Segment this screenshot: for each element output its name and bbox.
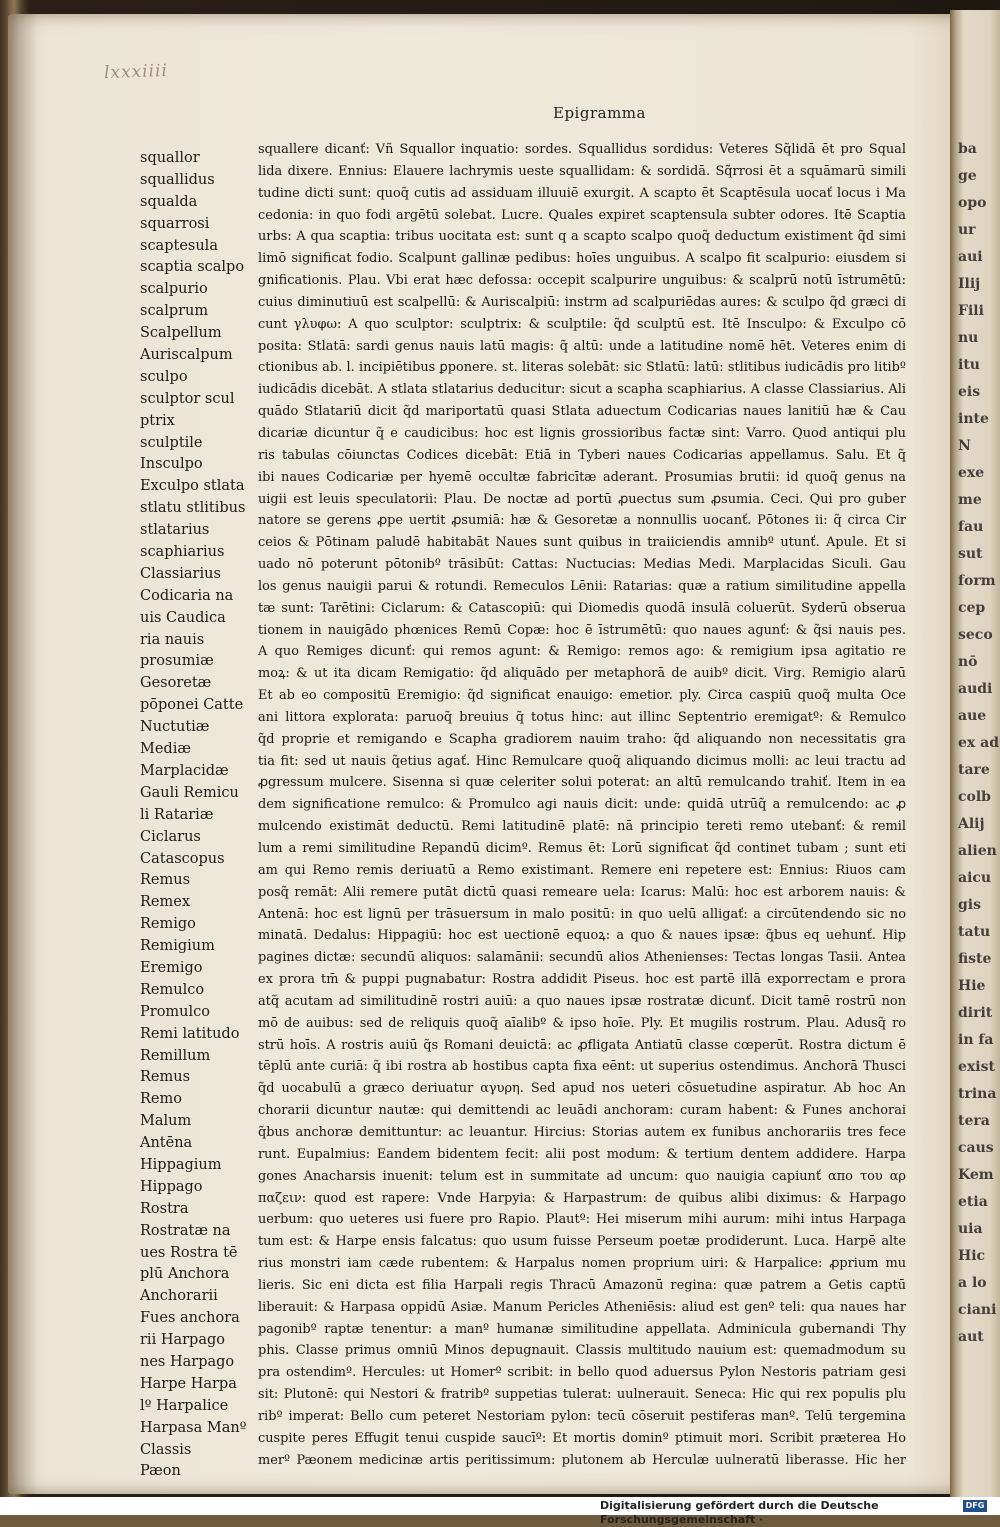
text-line: uado nō poterunt pōtonibº trāsibūt: Cattas: Nuctucias: Medias Medi. Marplacidas Siculi. Gau (258, 557, 906, 573)
facing-fragment: nu (958, 330, 979, 346)
dfg-logo: DFG (963, 1500, 987, 1512)
text-line: pagonibº raptæ tenentur: a manº humanæ similitudine appellata. Adminicula gubernandi Thy (258, 1321, 906, 1337)
facing-fragment: uia (958, 1221, 983, 1237)
facing-fragment: ur (958, 222, 976, 238)
margin-note: plū Anchora (140, 1266, 230, 1283)
text-line: lum a remi similitudine Repandū dicimº. Remus ēt: Lorū significat q̃d continet tubam ; sunt eti (258, 841, 906, 856)
text-line: cunt γλυφω: A quo sculptor: sculptrix: & sculptile: q̃d sculptū est. Itē Insculpo: & Exculpo cō (258, 316, 906, 332)
text-line: dem significatione remulco: & Promulco agi nauis dicit: unde: quidā utrūq̃ a remulcendo: ac ꝓ (258, 797, 906, 813)
facing-fragment: sut (958, 546, 983, 562)
text-line: q̃bus anchoræ demittuntur: ac leuantur. Hircius: Storias autem ex funibus anchorariis tres fece (258, 1124, 906, 1140)
facing-fragment: Alij (958, 816, 985, 832)
margin-note: li Ratariæ (140, 806, 214, 823)
text-line: παζειν: quod est rapere: Vnde Harpyia: & Harpastrum: de quibus alibi diximus: & Harpago (258, 1190, 906, 1206)
text-line: q̃d proprie et remigando e Scapha gradiorem nauim traho: q̃d aliquando non necessitatis gra (258, 731, 906, 747)
margin-note: squalda (140, 193, 198, 210)
margin-note: pōponei Catte (140, 697, 244, 714)
margin-note: Remus (140, 1069, 191, 1086)
facing-fragment: aui (958, 249, 983, 265)
text-line: cuius diminutiuū est scalpellū: & Auriscalpiū: instrm ad scalpuriēdas aures: & sculpo q̃d græci di (258, 294, 906, 310)
text-line: pagines dictæ: secundū aliquos: salamānii: secundū alios Athenienses: Tectas longas Tasii. Antea (258, 950, 906, 966)
text-line: chorarii dicuntur nautæ: qui demittendi ac leuādi anchoram: curam habent: & Funes anchorai (258, 1103, 906, 1119)
margin-note: ues Rostra tē (140, 1244, 238, 1261)
folio-mark: lxxxiiii (103, 60, 169, 84)
margin-note: scaptia scalpo (140, 259, 245, 276)
text-line: cedonia: in quo fodi argētū solebat. Lucre. Quales expiret scaptensula subter odores. Itē Scaptia (258, 207, 906, 223)
margin-note: Promulco (140, 1003, 210, 1020)
facing-fragment: ba (958, 141, 977, 157)
text-line: pra ostendimº. Hercules: ut Homerº scribit: in bello quod aduersus Pylon Nestoris patriam gesi (258, 1365, 906, 1381)
text-line: uerbum: quo ueteres usi fuere pro Rapio. Plautº: Hei miserum mihi aurum: mihi intus Harpaga (258, 1212, 906, 1228)
text-line: q̃d uocabulū a græco deriuatur αγυρη. Sed apud nos ueteri cōsuetudine aspiratur. Ab hoc An (258, 1081, 906, 1097)
margin-note: nes Harpago (140, 1353, 235, 1370)
margin-note: Antēna (140, 1135, 193, 1152)
margin-note: Scalpellum (140, 325, 222, 342)
facing-page-fragments (958, 140, 1000, 1355)
margin-note: Classis (140, 1441, 192, 1458)
text-line: lieris. Sic eni dicta est filia Harpali regis Thracū Amazonū regina: quæ patrem a Getis captū (258, 1277, 906, 1293)
facing-fragment: aut (958, 1329, 984, 1345)
margin-note: Gesoretæ (140, 675, 212, 692)
facing-fragment: opo (958, 195, 987, 211)
facing-fragment: ciani (958, 1302, 997, 1318)
margin-note: Remulco (140, 981, 205, 998)
margin-note: Pæon (140, 1463, 181, 1480)
margin-note: Harpe Harpa (140, 1375, 237, 1392)
margin-note: Remi latitudo (140, 1025, 240, 1042)
text-line: posita: Stlatā: sardi genus nauis latū magis: q̃ altū: unde a latitudine nomē hēt. Veteres enim di (258, 338, 906, 354)
margin-note: Insculpo (140, 456, 203, 473)
facing-fragment: Kem (958, 1167, 994, 1183)
text-line: liberauit: & Harpasa oppidū Asiæ. Manum Pericles Atheniēsis: aliud est genº teli: qua naues har (258, 1299, 906, 1315)
margin-note: scaptesula (140, 237, 218, 254)
margin-note: Marplacidæ (140, 762, 229, 779)
facing-fragment: audi (958, 681, 993, 697)
text-line: tēplū ante curiā: q̃ ibi rostra ab hostibus capta fixa eēnt: ut superius ostendimus. Anchorā Thusci (258, 1059, 906, 1075)
text-line: lida dixere. Ennius: Elauere lachrymis ueste squallidam: & sordidā. Sq̃rrosi ēt a squāmarū simili (258, 163, 906, 179)
text-line: ani littora explorata: paruoq̃ breuius q̃ totus hinc: aut illinc Septentrio eremigatº: & Remulco (258, 709, 906, 725)
margin-note: prosumiæ (140, 653, 214, 670)
margin-note: Gauli Remicu (140, 784, 239, 801)
facing-fragment: me (958, 492, 982, 508)
margin-note: Remigium (140, 938, 215, 955)
margin-note: squarrosi (140, 215, 210, 232)
facing-fragment: aue (958, 708, 987, 724)
text-line: merº Pæonem medicinæ artis peritissimum: plutonem ab Herculæ uulneratū liberasse. Hic her (258, 1452, 906, 1468)
margin-note: Nuctutiæ (140, 719, 210, 736)
text-line: los genus nauigii parui & rotundi. Remeculos Lēnii: Ratarias: quæ a ratium similitudine appella (258, 578, 906, 594)
text-line: tia fit: sed ut nauis q̃etius agať. Hinc Remulcare quoq̃ aliquando dicimus molli: ac leui tractu ad (258, 753, 906, 769)
text-line: ctionibus ab. l. incipiētibus ꝑponere. st. literas solebāt: sic Stlatū: latū: stlitibus iudicādis pro litibº (258, 360, 906, 376)
margin-note: Remillum (140, 1047, 211, 1064)
text-line: A quo Remiges dicunť: qui remos agunt: & Remigo: remos ago: & remigium ipsa agitatio re (258, 644, 906, 660)
text-line: minatā. Dedalus: Hippagiū: hoc est uectionē equoꝝ: a quo & naues ipsæ: q̃bus eq uehunť. Hip (258, 928, 906, 944)
margin-note: sculptile (140, 434, 203, 451)
facing-fragment: eis (958, 384, 981, 400)
text-line: urbs: A qua scaptia: tribus uocitata est: sunt q a scapto scalpo quoq̃ deductum existiment q̃d simi (258, 229, 906, 245)
text-line: ris tabulas cōiunctas Codices dicebāt: Etiā in Tyberi naues Codicarias appellamus. Salu. Et q̃ (258, 447, 906, 463)
text-line: posq̃ remāt: Alii remere putāt dictū quasi remeare uela: Icarus: Malū: hoc est arborem nauis: & (258, 884, 906, 900)
margin-note: rii Harpago (140, 1332, 225, 1349)
facing-fragment: Ilij (958, 276, 981, 292)
facing-fragment: exist (958, 1059, 995, 1075)
facing-fragment: tera (958, 1113, 990, 1129)
facing-fragment: tatu (958, 924, 991, 940)
margin-note: Catascopus (140, 850, 225, 867)
facing-fragment: etia (958, 1194, 988, 1210)
margin-note: Fues anchora (140, 1310, 240, 1327)
margin-note: Harpasa Manº (140, 1419, 247, 1436)
margin-note: sculpo (140, 368, 188, 385)
facing-fragment: colb (958, 789, 991, 805)
text-line: ceios & Pōtinam paludē habitabāt Naues sunt quibus in traiiciendis amnibº utunť. Apule. Et si (258, 535, 906, 551)
gutter-shadow (8, 14, 38, 1494)
text-line: squallere dicanť: Vñ Squallor inquatio: sordes. Squallidus sordidus: Veteres Sq̃lidā ēt pro Squal (258, 142, 906, 157)
footer-bar (0, 1497, 1000, 1526)
text-line: limō significat fodio. Scalpunt gallinæ pedibus: hoīes unguibus. A scalpo fit scalpurio: eiusdem si (258, 251, 906, 267)
margin-note: scalpurio (140, 281, 208, 298)
margin-note: sculptor scul (140, 390, 235, 407)
facing-fragment: ge (958, 168, 977, 184)
margin-note: Eremigo (140, 959, 203, 976)
margin-note: squallidus (140, 171, 215, 188)
facing-fragment: cep (958, 600, 986, 616)
margin-note: Codicaria na (140, 587, 234, 604)
footer-credit: Digitalisierung gefördert durch die Deutsche Forschungsgemeinschaft · (600, 1499, 879, 1526)
margin-note: lº Harpalice (140, 1397, 229, 1414)
text-line: uigii est leuis speculatorii: Plau. De noctæ ad portū ꝓuectus sum ꝓsumia. Ceci. Qui pro guber (258, 491, 906, 507)
facing-fragment: alien (958, 843, 997, 859)
facing-fragment: a lo (958, 1275, 987, 1291)
margin-note: stlatu stlitibus (140, 500, 246, 517)
text-line: Antenā: hoc est lignū per trāsuersum in malo positū: in quo uelū alligať: a circūtendendo sic no (258, 906, 906, 922)
margin-note: Malum (140, 1113, 192, 1130)
facing-fragment: seco (958, 627, 993, 643)
facing-fragment: in fa (958, 1032, 994, 1048)
margin-note: Remigo (140, 916, 196, 933)
facing-fragment: gis (958, 897, 981, 913)
text-line: mō de auibus: sed de reliquis quoq̃ aīalibº & ipso hoīe. Ply. Et mugilis rostrum. Plau. Adusq̃ ro (258, 1015, 906, 1031)
text-line: cuspite peres Effugit tenui cuspide saucīº: Et mortis dominº ptimuit mori. Scribit præterea Ho (258, 1430, 906, 1446)
facing-fragment: Hie (958, 978, 986, 994)
margin-note: Exculpo stlata (140, 478, 245, 495)
facing-fragment: tare (958, 762, 990, 778)
text-line: ꝓgressum mulcere. Sisenna si quæ celeriter solui poterat: an altū remulcando trahiť. Item in ea (258, 775, 906, 791)
margin-note: Hippagium (140, 1156, 222, 1173)
facing-fragment: fiste (958, 951, 992, 967)
text-line: tæ sunt: Tarētini: Ciclarum: & Catascopiū: qui Diomedis quodā insulā coluerūt. Syderū obserua (258, 600, 906, 616)
margin-note: Remus (140, 872, 191, 889)
facing-page-edge (950, 10, 1000, 1500)
margin-note: scaphiarius (140, 544, 225, 561)
margin-note: Remo (140, 1091, 182, 1108)
text-line: natore se gerens ꝓpe uertit ꝓsumiā: hæ & Gesoretæ a nonnullis uocanť. Pōtones ii: q̃ circa Cir (258, 513, 906, 529)
text-line: quādo Stlatariū dicit q̃d mariportatū quasi Stlata aduectum Codicarias naues lanitiū hæ & Cau (258, 404, 906, 420)
margin-note: Ciclarus (140, 828, 201, 845)
margin-note: Anchorarii (140, 1288, 218, 1305)
facing-fragment: aicu (958, 870, 992, 886)
facing-fragment: Fili (958, 303, 984, 319)
facing-fragment: caus (958, 1140, 994, 1156)
facing-fragment: ex ad (958, 735, 999, 751)
margin-note: Mediæ (140, 741, 191, 758)
margin-note: Rostratæ na (140, 1222, 231, 1239)
text-line: sit: Plutonē: qui Nestori & fratribº suppetias tulerat: uulnerauit. Seneca: Hic qui rex populis plu (258, 1387, 906, 1403)
facing-fragment: itu (958, 357, 980, 373)
facing-fragment: inte (958, 411, 989, 427)
margin-notes (140, 148, 260, 1483)
margin-note: Rostra (140, 1200, 189, 1217)
text-line: strū hoīs. A rostris auiū q̃s Romani deuictā: ac ꝓfligata Antiatū classe cœperūt. Rostra dictum ē (258, 1037, 906, 1053)
text-line: moꝝ: & ut ita dicam Remigatio: q̃d aliquādo per metaphorā de auibº dicit. Virg. Remigio alarū (258, 666, 906, 682)
text-line: runt. Eupalmius: Eandem bidentem fecit: alii post modum: & tertium dentem addidere. Harpa (258, 1146, 906, 1162)
text-line: tudine dicti sunt: quoq̃ cutis ad assiduam illuuiē exurgit. A scapto ēt Scaptēsula uocať locus i Ma (258, 185, 906, 201)
margin-note: Hippago (140, 1178, 203, 1195)
facing-fragment: Hic (958, 1248, 986, 1264)
margin-note: stlatarius (140, 522, 210, 539)
facing-fragment: dirit (958, 1005, 993, 1021)
margin-note: Remex (140, 894, 191, 911)
text-line: ribº imperat: Bello cum peteret Nestoriam pylon: tecū cōseruit pestiferas manº. Telū tergemina (258, 1408, 906, 1424)
margin-note: squallor (140, 150, 200, 166)
facing-fragment: form (958, 573, 996, 589)
facing-fragment: fau (958, 519, 984, 535)
margin-note: ria nauis (140, 631, 205, 648)
margin-note: scalprum (140, 303, 209, 320)
text-line: iudicādis dicebāt. A stlata stlatarius deducitur: sicut a scapha scaphiarius. A classe Classiarius. Ali (258, 382, 906, 398)
text-line: mulcendo existimāt deductū. Remi latitudinē platē: nā principio tereti remo utebanť: & remil (258, 819, 906, 835)
facing-fragment: N (958, 438, 971, 454)
text-line: Et ab eo compositū Eremigio: q̃d significat enauigo: emetior. ply. Circa caspiū quoq̃ multa Oce (258, 688, 906, 704)
margin-note: uis Caudica (140, 609, 226, 626)
text-line: gnificationis. Plau. Vbi erat hæc defossa: occepit scalpurire unguibus: & scalprū notū īstrumētū: (258, 273, 906, 289)
text-line: atq̃ acutam ad similitudinē rostri auiū: a quo naues ipsæ rostratæ dicunť. Dicit tamē rostrū non (258, 993, 906, 1009)
facing-fragment: nō (958, 654, 978, 670)
text-line: dicariæ dicuntur q̃ e caudicibus: hoc est lignis grossioribus factæ sint: Varro. Quod antiqui plu (258, 425, 906, 441)
text-line: rius monstri iam cæde rubentem: & Harpalus nomen proprium uiri: & Harpalice: ꝓprium mu (258, 1256, 906, 1272)
main-text-column (258, 139, 906, 1471)
margin-note: Classiarius (140, 565, 221, 582)
text-line: gones Anacharsis inuenit: telum est in summitate ad uncum: quo nauigia capiunť απο του αρ (258, 1168, 906, 1184)
text-line: ex prora tm̄ & puppi pugnabatur: Rostra addidit Piseus. hoc est partē illā exporrectam e prora (258, 972, 906, 988)
facing-fragment: exe (958, 465, 985, 481)
running-head: Epigramma (553, 104, 646, 122)
text-line: tum est: & Harpe ensis falcatus: quo usum fuisse Perseum poetæ prodiderunt. Luca. Harpē alte (258, 1234, 906, 1250)
margin-note: ptrix (140, 412, 175, 429)
text-line: tionem in nauigādo phœnices Remū Copæ: hoc ē īstrumētū: quo naues agunť: & q̃si nauis pes. (258, 622, 906, 638)
text-line: ibi naues Codicariæ per hyemē occultæ fabricītæ aderant. Prosumias brutii: id quoq̃ genus na (258, 469, 906, 485)
margin-note: Auriscalpum (140, 347, 233, 364)
text-line: am qui Remo remis deriuatū a Remo existimant. Remere eni repetere est: Ennius: Riuos cam (258, 862, 906, 878)
text-line: phis. Classe primus omniū Minos depugnauit. Classis multitudo nauium est: quemadmodum su (258, 1343, 906, 1359)
facing-fragment: trina (958, 1086, 997, 1102)
